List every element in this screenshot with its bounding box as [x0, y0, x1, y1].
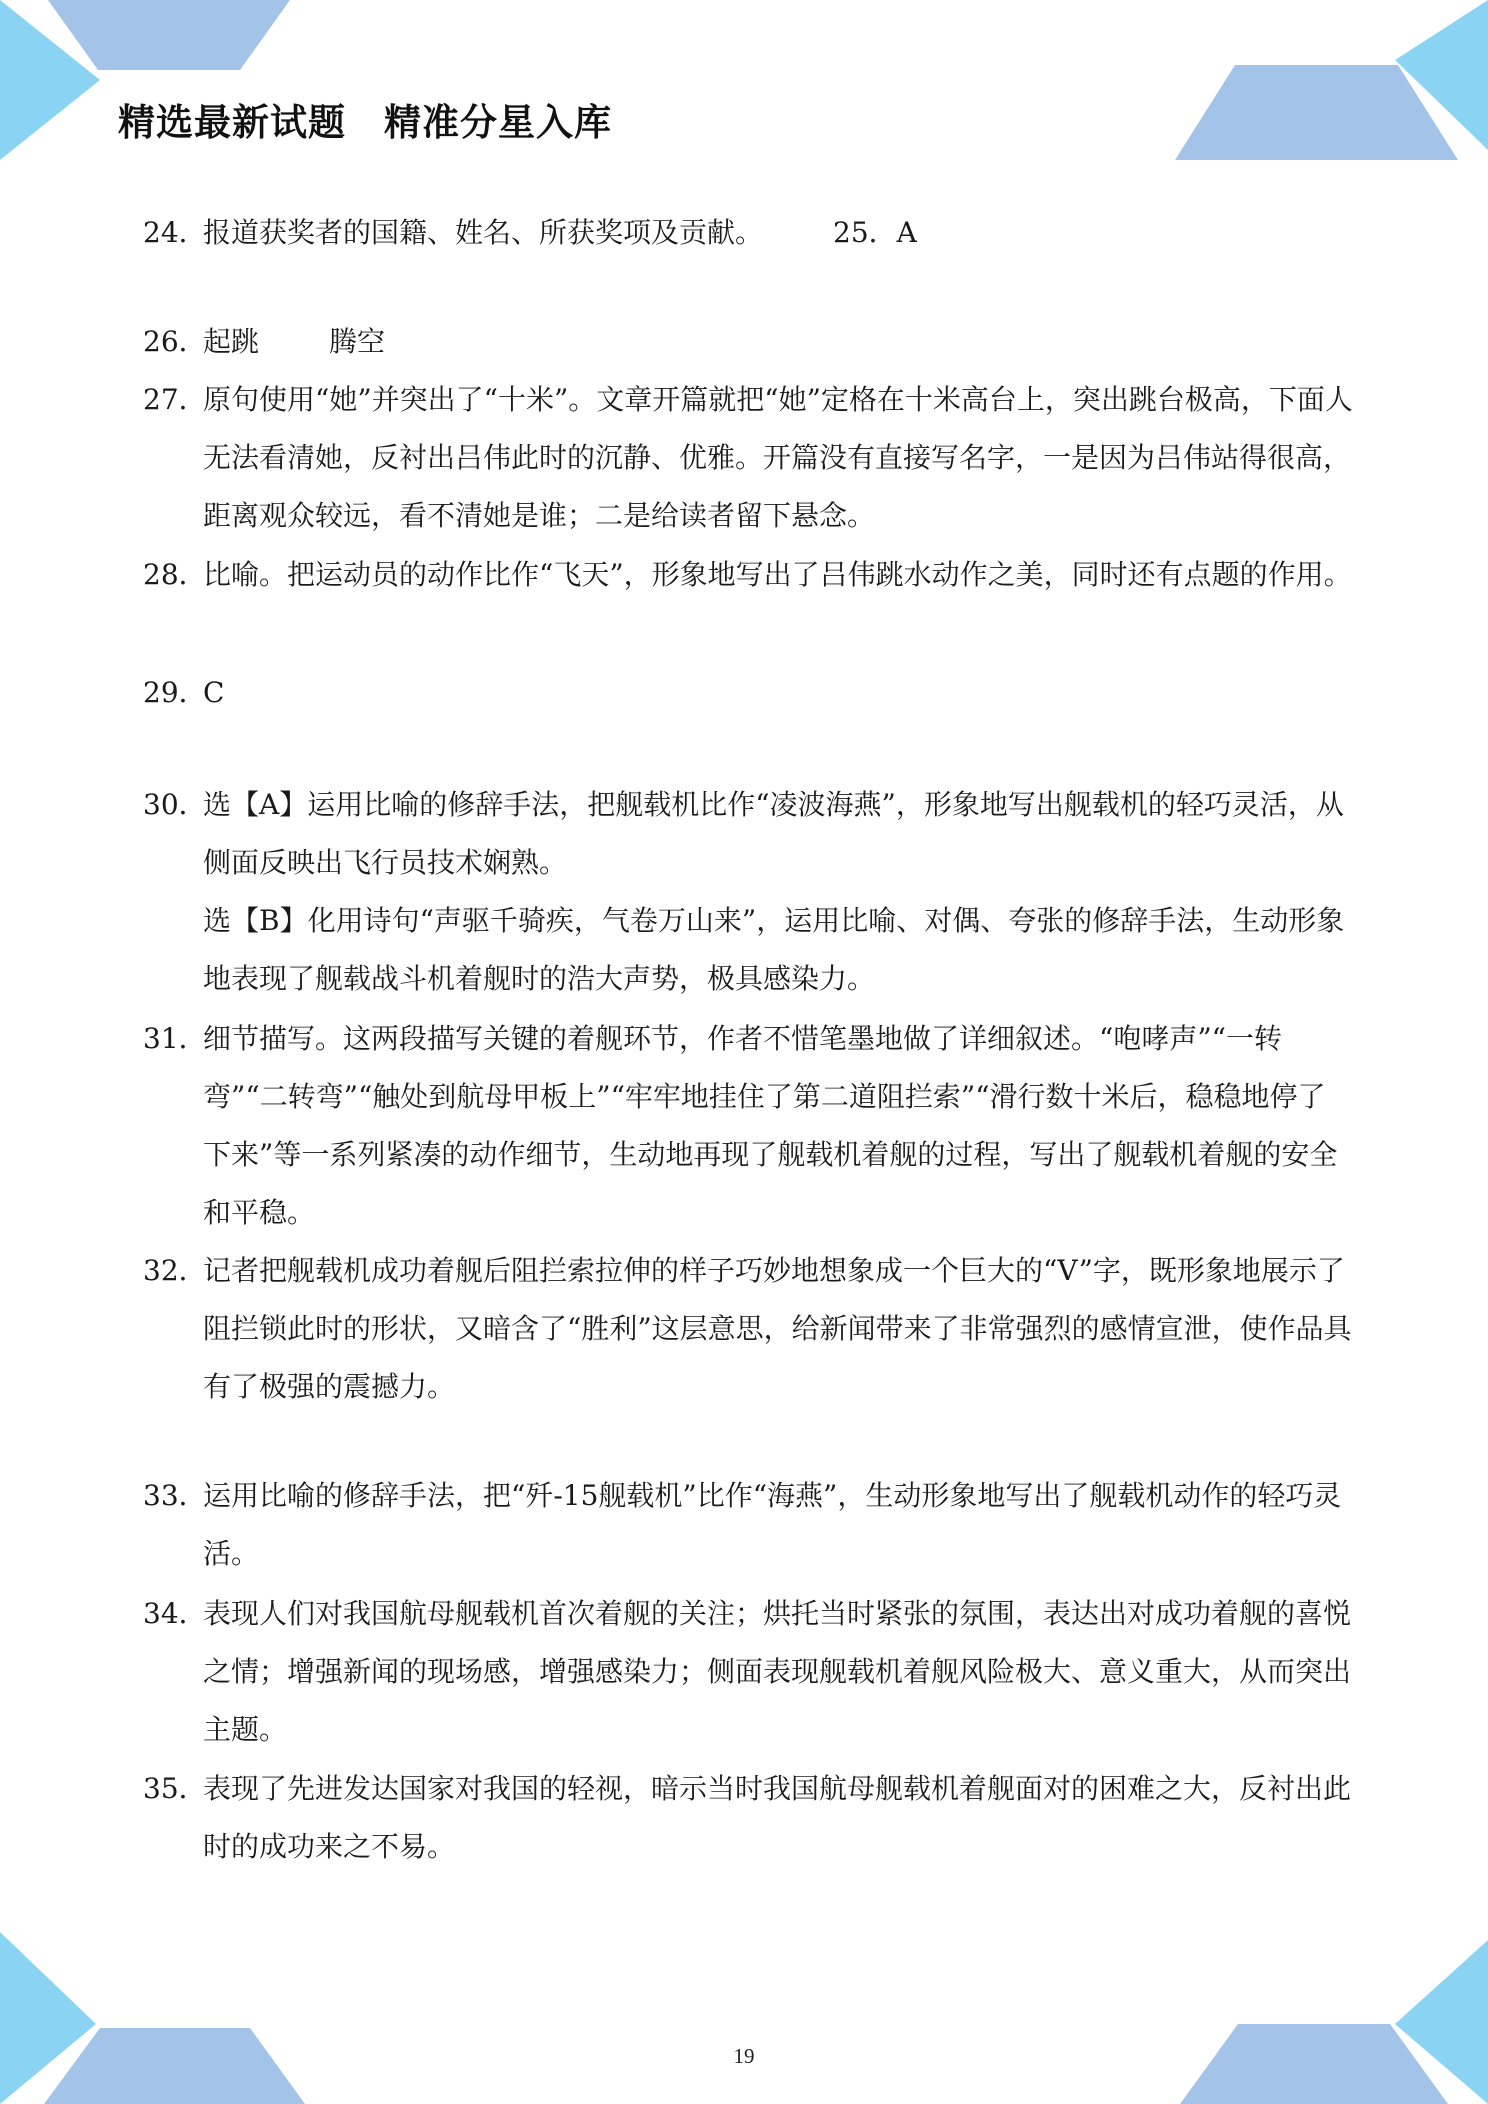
- answer-text: 记者把舰载机成功着舰后阻拦索拉伸的样子巧妙地想象成一个巨大的“V”字，既形象地展示了阻拦锁此时的形状，又暗含了“胜利”这层意思，给新闻带来了非常强烈的感情宣泄，使作品具有了极强的震撼力。: [203, 1254, 1352, 1403]
- page-number: 19: [733, 2044, 755, 2068]
- item-number: 29．: [143, 676, 207, 709]
- item-number: 27．: [143, 383, 207, 416]
- item-number: 32．: [143, 1254, 207, 1287]
- answer-item-35: [143, 1760, 1353, 1876]
- answer-item-27: [143, 371, 1353, 545]
- header-title: 精选最新试题 精准分星入库: [118, 101, 612, 144]
- answer-text: 报道获奖者的国籍、姓名、所获奖项及贡献。: [203, 216, 764, 249]
- answer-text-option-a: 选【A】运用比喻的修辞手法，把舰载机比作“凌波海燕”，形象地写出舰载机的轻巧灵活，从侧面反映出飞行员技术娴熟。: [203, 788, 1344, 879]
- answer-text: 运用比喻的修辞手法，把“歼-15舰载机”比作“海燕”，生动形象地写出了舰载机动作的轻巧灵活。: [203, 1479, 1342, 1570]
- deco-shape-top-left-trapezoid: [48, 0, 290, 70]
- answer-item-26: [143, 313, 1353, 371]
- item-number: 26．: [143, 325, 207, 358]
- answer-item-29: [143, 664, 1353, 722]
- answer-text: 表现了先进发达国家对我国的轻视，暗示当时我国航母舰载机着舰面对的困难之大，反衬出此时的成功来之不易。: [203, 1772, 1352, 1863]
- item-number: 24．: [143, 216, 207, 249]
- answer-item-34: [143, 1585, 1353, 1759]
- answer-item-32: [143, 1242, 1353, 1416]
- answer-text: 起跳: [203, 325, 260, 358]
- item-number: 30．: [143, 788, 207, 821]
- answer-text: 细节描写。这两段描写关键的着舰环节，作者不惜笔墨地做了详细叙述。“咆哮声”“一转弯”“二转弯”“触处到航母甲板上”“牢牢地挂住了第二道阻拦索”“滑行数十米后，稳稳地停了下来”等一系列紧凑的动作细节，生动地再现了舰载机着舰的过程，写出了舰载机着舰的安全和平稳。: [203, 1022, 1338, 1229]
- answer-item-24: [143, 204, 1353, 262]
- item-number: 31．: [143, 1022, 207, 1055]
- answer-text-option-b: 选【B】化用诗句“声驱千骑疾，气卷万山来”，运用比喻、对偶、夸张的修辞手法，生动形象地表现了舰载战斗机着舰时的浩大声势，极具感染力。: [203, 904, 1345, 995]
- item-number: 34．: [143, 1597, 207, 1630]
- answer-text: C: [203, 676, 225, 709]
- answer-item-31: [143, 1010, 1353, 1242]
- answer-text: 比喻。把运动员的动作比作“飞天”，形象地写出了吕伟跳水动作之美，同时还有点题的作用。: [203, 558, 1352, 591]
- answer-item-28: [143, 546, 1353, 604]
- answer-item-33: [143, 1467, 1353, 1583]
- answer-item-30: [143, 776, 1353, 1008]
- item-number: 35．: [143, 1772, 207, 1805]
- item-number-25: 25．: [833, 216, 897, 249]
- answer-text-25: A: [896, 216, 917, 249]
- answer-text: 原句使用“她”并突出了“十米”。文章开篇就把“她”定格在十米高台上，突出跳台极高，下面人无法看清她，反衬出吕伟此时的沉静、优雅。开篇没有直接写名字，一是因为吕伟站得很高，距离观众较远，看不清她是谁；二是给读者留下悬念。: [203, 383, 1353, 532]
- item-number: 28．: [143, 558, 207, 591]
- item-number: 33．: [143, 1479, 207, 1512]
- answer-text-2: 腾空: [329, 325, 386, 358]
- answer-text: 表现人们对我国航母舰载机首次着舰的关注；烘托当时紧张的氛围，表达出对成功着舰的喜悦之情；增强新闻的现场感，增强感染力；侧面表现舰载机着舰风险极大、意义重大，从而突出主题。: [203, 1597, 1352, 1746]
